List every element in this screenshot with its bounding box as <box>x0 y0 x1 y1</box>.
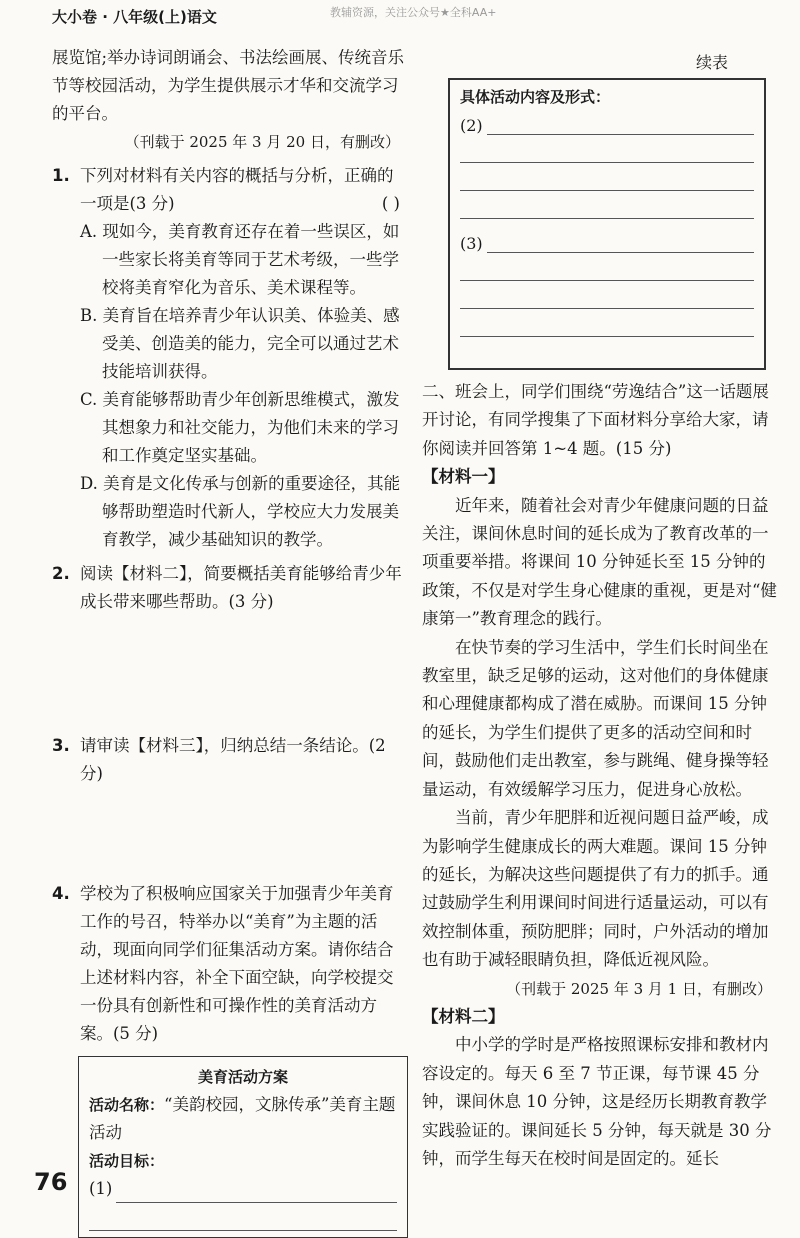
answer-line[interactable] <box>460 309 754 337</box>
question-number: 4. <box>52 884 70 903</box>
question-number: 3. <box>52 736 70 755</box>
question-text: 请审读【材料三】，归纳总结一条结论。(2 分) <box>80 736 386 783</box>
plan-title: 美育活动方案 <box>197 1068 288 1086</box>
book-title: 大小卷 · 八年级(上)语文 <box>52 8 217 26</box>
material-2-para-1: 中小学的学时是严格按照课标安排和教材内容设定的。每天 6 至 7 节正课，每节课 45 分钟，课间休息 10 分钟，这是经历长期教育教学实践验证的。课间延长 5 分钟，每天就是 30 分钟，而学生每天在校时间是固定的。延长 <box>422 1035 772 1168</box>
option-a: A. 现如今，美育教育还存在着一些误区，如一些家长将美育等同于艺术考级，一些学校将美育窄化为音乐、美术课程等。 <box>80 222 400 297</box>
material-1-heading: 【材料一】 <box>422 467 505 487</box>
left-column <box>52 44 408 1238</box>
material-1-para-1: 近年来，随着社会对青少年健康问题的日益关注，课间休息时间的延长成为了教育改革的一项重要举措。将课间 10 分钟延长至 15 分钟的政策，不仅是对学生身心健康的重视，更是对“健康第一”教育理念的践行。 <box>422 495 777 629</box>
question-3 <box>52 732 408 788</box>
content-item-3[interactable]: (3) <box>460 225 754 253</box>
question-number: 2. <box>52 564 70 583</box>
question-number: 1. <box>52 166 70 185</box>
material-2-heading: 【材料二】 <box>422 1006 505 1026</box>
activity-plan-box <box>78 1056 408 1238</box>
answer-line[interactable] <box>460 281 754 309</box>
material-1-para-3: 当前，青少年肥胖和近视问题日益严峻，成为影响学生健康成长的两大难题。课间 15 分钟的延长，为解决这些问题提供了有力的抓手。通过鼓励学生利用课间时间进行适量运动，可以有效控制体重，预防肥胖；同时，户外活动的增加也有助于减轻眼睛负担，降低近视风险。 <box>422 808 769 970</box>
content-label: 具体活动内容及形式： <box>460 88 611 106</box>
question-text: 阅读【材料二】，简要概括美育能够给青少年成长带来哪些帮助。(3 分) <box>80 564 402 611</box>
page-number: 76 <box>34 1168 68 1196</box>
plan-name-label: 活动名称： <box>89 1096 165 1114</box>
answer-line[interactable] <box>460 253 754 281</box>
source-note: （刊载于 2025 年 3 月 20 日，有删改） <box>124 133 400 151</box>
material-1-para-2: 在快节奏的学习生活中，学生们长时间坐在教室里，缺乏足够的运动，这对他们的身体健康和心理健康都构成了潜在威胁。而课间 15 分钟的延长，为学生们提供了更多的活动空间和时间，鼓励他们走出教室，参与跳绳、健身操等轻量运动，有效缓解学习压力，促进身心放松。 <box>422 637 769 799</box>
answer-line[interactable] <box>89 1203 397 1231</box>
plan-goal-label: 活动目标： <box>89 1152 165 1170</box>
answer-space-2[interactable] <box>52 616 408 726</box>
question-1 <box>52 162 408 218</box>
answer-space-3[interactable] <box>52 788 408 874</box>
answer-line[interactable] <box>460 191 754 219</box>
material-1-source: （刊载于 2025 年 3 月 1 日，有删改） <box>506 979 772 998</box>
answer-paren[interactable]: ( ) <box>381 194 400 213</box>
intro-text: 展览馆;举办诗词朗诵会、书法绘画展、传统音乐节等校园活动，为学生提供展示才华和交流学习的平台。 <box>52 48 405 123</box>
continued-label: 续表 <box>696 53 729 72</box>
option-b: B. 美育旨在培养青少年认识美、体验美、感受美、创造美的能力，完全可以通过艺术技能培训获得。 <box>80 306 400 381</box>
answer-line[interactable] <box>460 163 754 191</box>
goal-item-1[interactable]: (1) <box>89 1175 397 1203</box>
question-2 <box>52 560 408 616</box>
question-text: 下列对材料有关内容的概括与分析，正确的一项是(3 分) <box>80 166 394 213</box>
question-text: 学校为了积极响应国家关于加强青少年美育工作的号召，特举办以“美育”为主题的活动，现面向同学们征集活动方案。请你结合上述材料内容，补全下面空缺，向学校提交一份具有创新性和可操作性的美育活动方案。(5 分) <box>80 884 394 1043</box>
right-column-text <box>422 378 780 1173</box>
plan-name-value: “美韵校园，文脉传承”美育主题活动 <box>89 1095 396 1142</box>
content-item-2[interactable]: (2) <box>460 107 754 135</box>
option-c: C. 美育能够帮助青少年创新思维模式，激发其想象力和社交能力，为他们未来的学习和工作奠定坚实基础。 <box>80 390 400 465</box>
watermark: 教辅资源，关注公众号★全科AA+ <box>330 6 497 19</box>
answer-line[interactable] <box>460 135 754 163</box>
section-2-intro: 二、班会上，同学们围绕“劳逸结合”这一话题展开讨论，有同学搜集了下面材料分享给大家，请你阅读并回答第 1~4 题。(15 分) <box>422 382 769 458</box>
question-4 <box>52 880 408 1048</box>
options-list <box>80 218 408 554</box>
option-d: D. 美育是文化传承与创新的重要途径，其能够帮助塑造时代新人，学校应大力发展美育教学，减少基础知识的教学。 <box>80 474 401 549</box>
activity-content-box <box>448 78 766 370</box>
